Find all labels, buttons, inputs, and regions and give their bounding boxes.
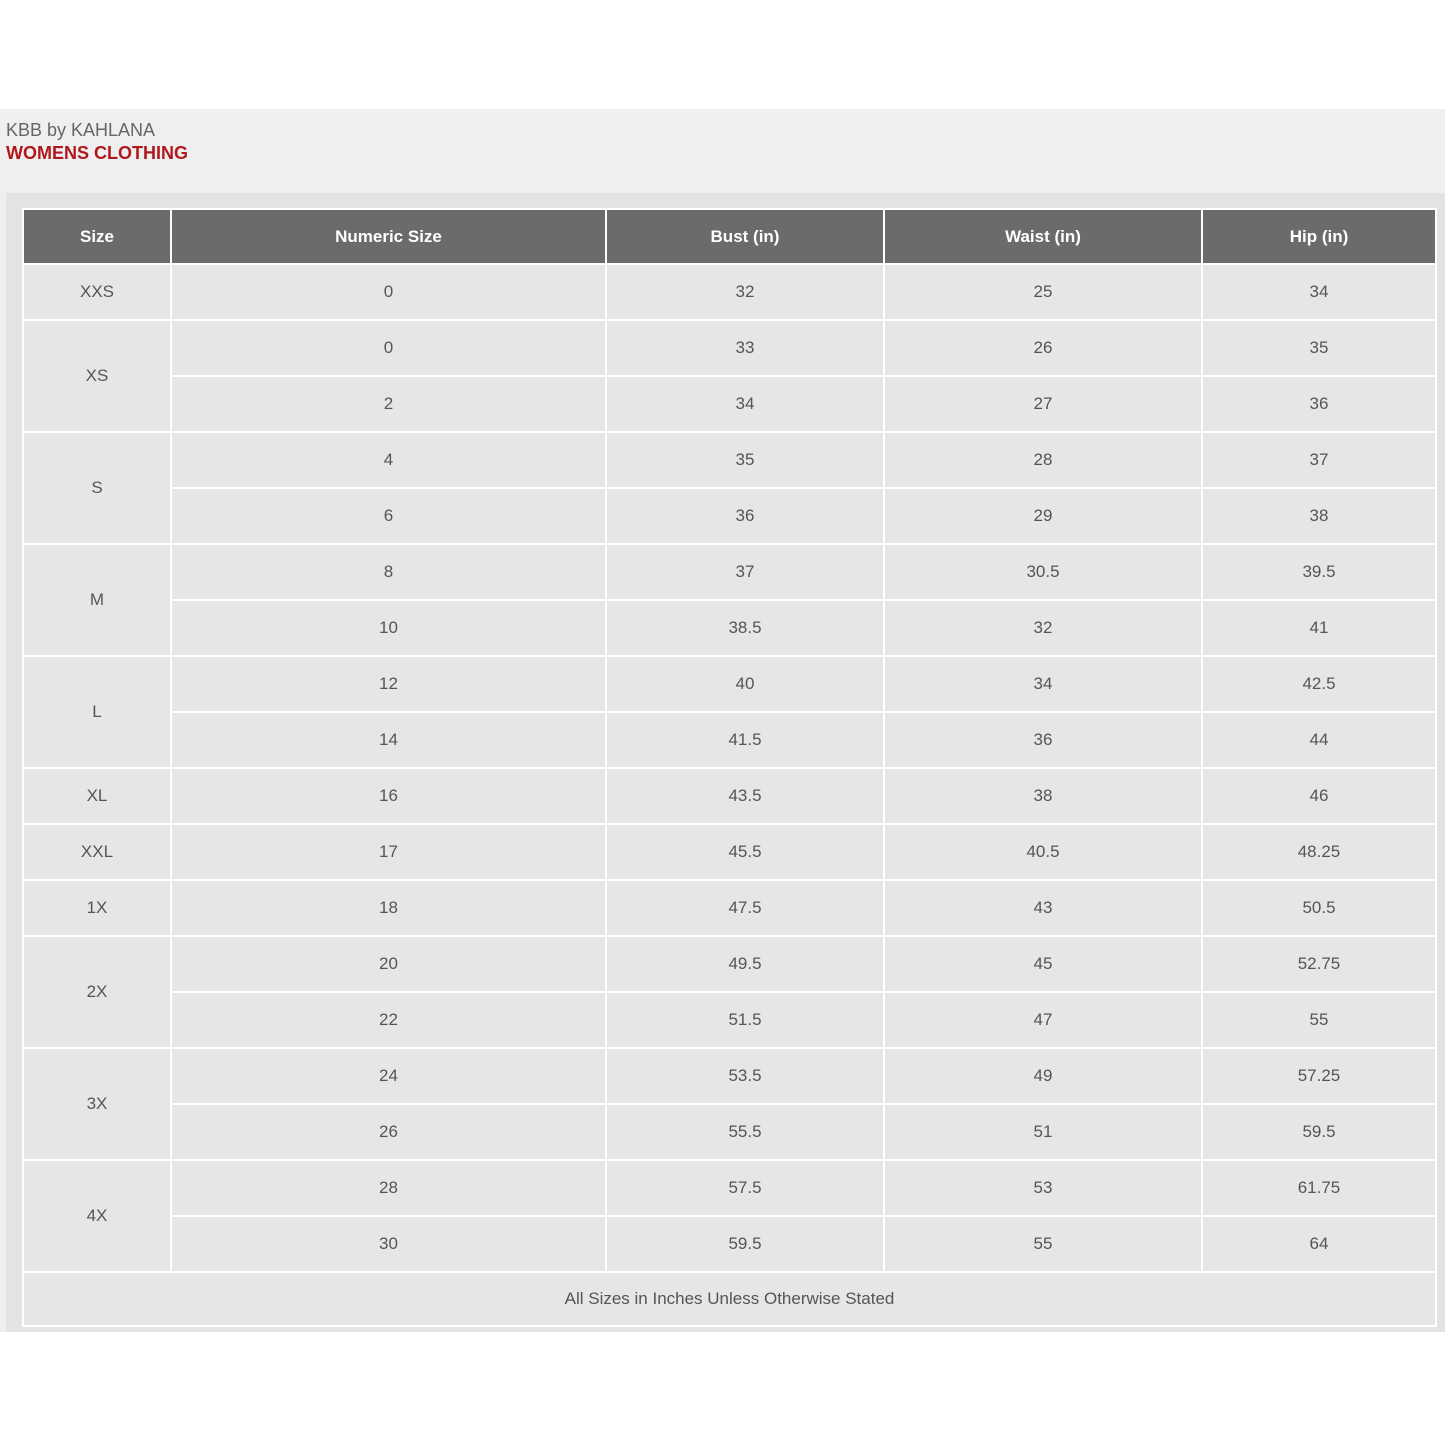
numeric-size-cell: 8 — [172, 545, 605, 599]
category-title: WOMENS CLOTHING — [6, 143, 188, 163]
waist-cell: 32 — [885, 601, 1201, 655]
numeric-size-cell: 0 — [172, 321, 605, 375]
bust-cell: 53.5 — [607, 1049, 883, 1103]
hip-cell: 48.25 — [1203, 825, 1435, 879]
bust-cell: 36 — [607, 489, 883, 543]
table-row — [24, 489, 1435, 543]
table-row — [24, 937, 1435, 991]
table-row — [24, 433, 1435, 487]
numeric-size-cell: 6 — [172, 489, 605, 543]
bust-cell: 32 — [607, 265, 883, 319]
column-header-size: Size — [24, 210, 170, 263]
numeric-size-cell: 2 — [172, 377, 605, 431]
size-label-cell: XXL — [24, 825, 170, 879]
waist-cell: 25 — [885, 265, 1201, 319]
size-chart-table — [22, 208, 1437, 1327]
table-row — [24, 825, 1435, 879]
table-header-row — [24, 210, 1435, 263]
table-row — [24, 713, 1435, 767]
hip-cell: 61.75 — [1203, 1161, 1435, 1215]
size-label-cell: 4X — [24, 1161, 170, 1271]
bust-cell: 45.5 — [607, 825, 883, 879]
waist-cell: 29 — [885, 489, 1201, 543]
waist-cell: 51 — [885, 1105, 1201, 1159]
bust-cell: 37 — [607, 545, 883, 599]
waist-cell: 43 — [885, 881, 1201, 935]
hip-cell: 35 — [1203, 321, 1435, 375]
hip-cell: 59.5 — [1203, 1105, 1435, 1159]
hip-cell: 64 — [1203, 1217, 1435, 1271]
numeric-size-cell: 20 — [172, 937, 605, 991]
table-row — [24, 1049, 1435, 1103]
size-label-cell: 2X — [24, 937, 170, 1047]
bust-cell: 34 — [607, 377, 883, 431]
numeric-size-cell: 26 — [172, 1105, 605, 1159]
size-label-cell: 3X — [24, 1049, 170, 1159]
waist-cell: 40.5 — [885, 825, 1201, 879]
table-row — [24, 769, 1435, 823]
table-row — [24, 1161, 1435, 1215]
numeric-size-cell: 22 — [172, 993, 605, 1047]
size-label-cell: S — [24, 433, 170, 543]
hip-cell: 50.5 — [1203, 881, 1435, 935]
waist-cell: 53 — [885, 1161, 1201, 1215]
numeric-size-cell: 4 — [172, 433, 605, 487]
table-row — [24, 377, 1435, 431]
waist-cell: 34 — [885, 657, 1201, 711]
waist-cell: 38 — [885, 769, 1201, 823]
hip-cell: 37 — [1203, 433, 1435, 487]
table-row — [24, 321, 1435, 375]
table-row — [24, 657, 1435, 711]
hip-cell: 42.5 — [1203, 657, 1435, 711]
bust-cell: 47.5 — [607, 881, 883, 935]
numeric-size-cell: 16 — [172, 769, 605, 823]
table-row — [24, 881, 1435, 935]
numeric-size-cell: 17 — [172, 825, 605, 879]
bust-cell: 40 — [607, 657, 883, 711]
bust-cell: 59.5 — [607, 1217, 883, 1271]
waist-cell: 36 — [885, 713, 1201, 767]
numeric-size-cell: 30 — [172, 1217, 605, 1271]
bust-cell: 57.5 — [607, 1161, 883, 1215]
size-label-cell: 1X — [24, 881, 170, 935]
waist-cell: 47 — [885, 993, 1201, 1047]
hip-cell: 46 — [1203, 769, 1435, 823]
bust-cell: 49.5 — [607, 937, 883, 991]
waist-cell: 26 — [885, 321, 1201, 375]
bust-cell: 35 — [607, 433, 883, 487]
numeric-size-cell: 12 — [172, 657, 605, 711]
bust-cell: 43.5 — [607, 769, 883, 823]
bust-cell: 33 — [607, 321, 883, 375]
waist-cell: 27 — [885, 377, 1201, 431]
hip-cell: 55 — [1203, 993, 1435, 1047]
numeric-size-cell: 24 — [172, 1049, 605, 1103]
numeric-size-cell: 14 — [172, 713, 605, 767]
numeric-size-cell: 28 — [172, 1161, 605, 1215]
footnote-text: All Sizes in Inches Unless Otherwise Stated — [24, 1273, 1435, 1325]
waist-cell: 45 — [885, 937, 1201, 991]
hip-cell: 34 — [1203, 265, 1435, 319]
bust-cell: 38.5 — [607, 601, 883, 655]
table-row — [24, 1217, 1435, 1271]
hip-cell: 41 — [1203, 601, 1435, 655]
size-label-cell: M — [24, 545, 170, 655]
bust-cell: 51.5 — [607, 993, 883, 1047]
bust-cell: 55.5 — [607, 1105, 883, 1159]
hip-cell: 52.75 — [1203, 937, 1435, 991]
bust-cell: 41.5 — [607, 713, 883, 767]
column-header-bust: Bust (in) — [607, 210, 883, 263]
column-header-waist: Waist (in) — [885, 210, 1201, 263]
size-label-cell: XL — [24, 769, 170, 823]
table-row — [24, 545, 1435, 599]
hip-cell: 38 — [1203, 489, 1435, 543]
brand-name: KBB by KAHLANA — [6, 120, 156, 140]
table-row — [24, 993, 1435, 1047]
size-label-cell: XS — [24, 321, 170, 431]
numeric-size-cell: 18 — [172, 881, 605, 935]
table-body — [24, 265, 1435, 1271]
hip-cell: 57.25 — [1203, 1049, 1435, 1103]
table-row — [24, 601, 1435, 655]
footnote-row — [24, 1273, 1435, 1325]
column-header-numeric-size: Numeric Size — [172, 210, 605, 263]
numeric-size-cell: 0 — [172, 265, 605, 319]
size-label-cell: L — [24, 657, 170, 767]
table-row — [24, 265, 1435, 319]
hip-cell: 39.5 — [1203, 545, 1435, 599]
waist-cell: 55 — [885, 1217, 1201, 1271]
hip-cell: 36 — [1203, 377, 1435, 431]
numeric-size-cell: 10 — [172, 601, 605, 655]
waist-cell: 28 — [885, 433, 1201, 487]
waist-cell: 49 — [885, 1049, 1201, 1103]
size-label-cell: XXS — [24, 265, 170, 319]
table-row — [24, 1105, 1435, 1159]
hip-cell: 44 — [1203, 713, 1435, 767]
column-header-hip: Hip (in) — [1203, 210, 1435, 263]
waist-cell: 30.5 — [885, 545, 1201, 599]
